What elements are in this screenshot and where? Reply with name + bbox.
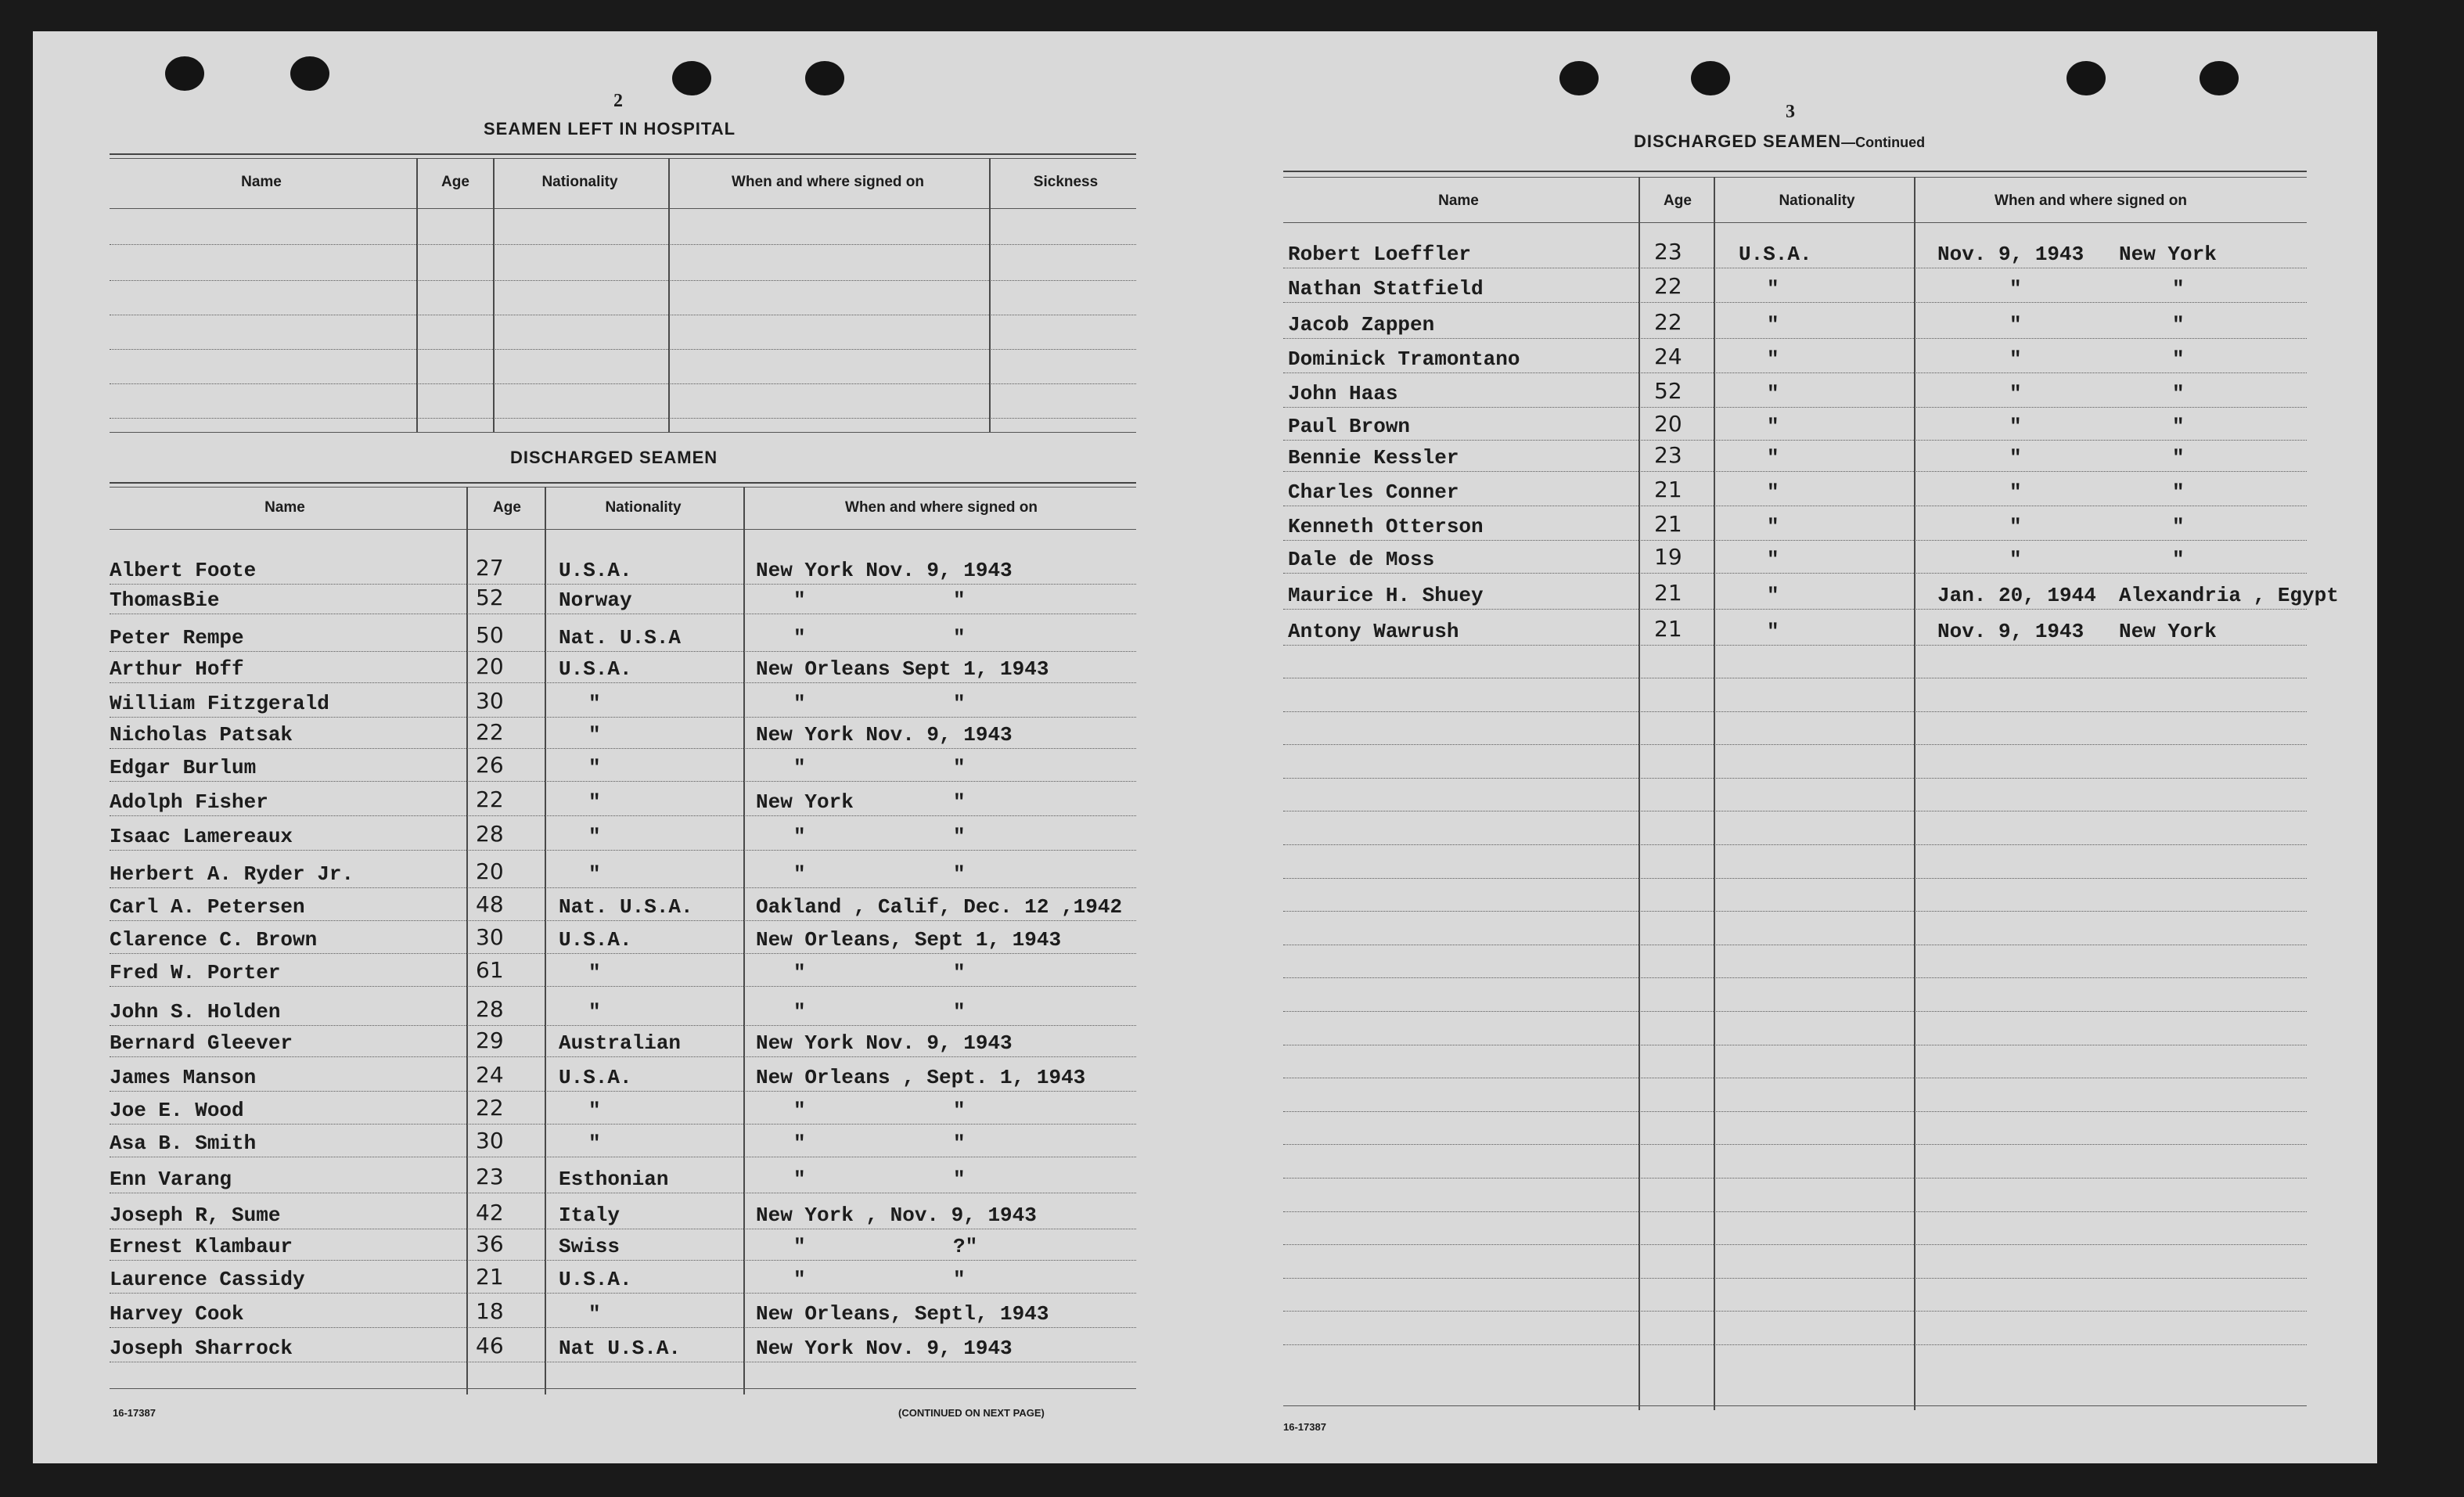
hospital-column-header: Name: [241, 174, 282, 190]
table-top-rule: [110, 482, 1136, 484]
entry-row-line: [110, 1025, 1136, 1026]
punch-hole: [805, 61, 844, 95]
signed-on-when: ": [2009, 515, 2022, 538]
seaman-name: Clarence C. Brown: [110, 928, 318, 952]
signed-on-where: New York: [2119, 620, 2217, 643]
seaman-name: Charles Conner: [1288, 480, 1459, 504]
signed-on-when: Nov. 9, 1943: [1937, 620, 2085, 643]
seaman-name: Paul Brown: [1288, 415, 1411, 438]
entry-row-line: [110, 1327, 1136, 1328]
blank-entry-row: [1283, 1178, 2307, 1179]
signed-on-where: ": [953, 1132, 966, 1155]
blank-entry-row: [110, 244, 1136, 245]
blank-entry-row: [1283, 778, 2307, 779]
discharged-column-header: Name: [1438, 193, 1479, 209]
blank-entry-row: [110, 418, 1136, 419]
signed-on-when: ": [793, 1099, 806, 1122]
seaman-age: 20: [1654, 411, 1682, 437]
signed-on-when: ": [793, 588, 806, 612]
continued-note: (CONTINUED ON NEXT PAGE): [898, 1407, 1045, 1419]
seaman-nationality: ": [588, 1099, 601, 1122]
header-rule: [110, 208, 1136, 209]
seaman-name: John S. Holden: [110, 1000, 281, 1024]
seaman-name: Carl A. Petersen: [110, 895, 305, 919]
signed-on-where: ": [953, 1000, 966, 1024]
blank-entry-row: [1283, 1211, 2307, 1212]
seaman-nationality: ": [588, 692, 601, 715]
signed-on-where: ": [953, 825, 966, 848]
signed-on-when: ": [2009, 277, 2022, 300]
seaman-name: Isaac Lamereaux: [110, 825, 293, 848]
entry-row-line: [110, 1091, 1136, 1092]
form-number: 16-17387: [1283, 1421, 1326, 1433]
column-divider: [466, 487, 468, 1394]
ledger-sheet: [33, 31, 2377, 1463]
seaman-nationality: ": [1767, 382, 1779, 405]
seaman-age: 28: [476, 996, 504, 1022]
entry-row-line: [110, 584, 1136, 585]
entry-row-line: [1283, 407, 2307, 408]
hospital-column-header: Nationality: [541, 174, 618, 190]
table-bottom-rule: [110, 432, 1136, 433]
seaman-age: 20: [476, 858, 504, 884]
entry-row-line: [1283, 440, 2307, 441]
signed-on-when: New Orleans , Sept. 1, 1943: [756, 1066, 1086, 1089]
seaman-nationality: U.S.A.: [559, 657, 632, 681]
seaman-name: Edgar Burlum: [110, 756, 257, 779]
discharged-column-header: Nationality: [605, 499, 682, 516]
signed-on-where: ": [2172, 548, 2185, 571]
table-top-rule: [1283, 171, 2307, 172]
seaman-age: 22: [476, 786, 504, 812]
seaman-age: 28: [476, 821, 504, 847]
blank-entry-row: [110, 383, 1136, 384]
seaman-name: Arthur Hoff: [110, 657, 244, 681]
seaman-nationality: Esthonian: [559, 1168, 669, 1191]
signed-on-where: ": [953, 790, 966, 814]
seaman-name: Albert Foote: [110, 559, 257, 582]
signed-on-when: ": [793, 862, 806, 886]
seaman-name: Nathan Statfield: [1288, 277, 1484, 300]
title-suffix: —Continued: [1841, 135, 1926, 150]
signed-on-when: ": [793, 1168, 806, 1191]
seaman-name: Laurence Cassidy: [110, 1268, 305, 1291]
seaman-name: Dominick Tramontano: [1288, 347, 1520, 371]
table-top-rule: [1283, 177, 2307, 178]
entry-row-line: [110, 986, 1136, 987]
signed-on-when: New York Nov. 9, 1943: [756, 723, 1013, 747]
seaman-age: 23: [1654, 239, 1682, 264]
hospital-column-header: When and where signed on: [732, 174, 924, 190]
entry-row-line: [110, 682, 1136, 683]
seaman-nationality: Nat U.S.A.: [559, 1337, 682, 1360]
seaman-nationality: ": [588, 790, 601, 814]
seaman-nationality: U.S.A.: [559, 1066, 632, 1089]
signed-on-when: ": [2009, 548, 2022, 571]
punch-hole: [1559, 61, 1599, 95]
seaman-nationality: ": [1767, 347, 1779, 371]
signed-on-when: ": [793, 692, 806, 715]
blank-entry-row: [110, 349, 1136, 350]
header-rule: [110, 529, 1136, 530]
seaman-name: Kenneth Otterson: [1288, 515, 1484, 538]
seaman-age: 30: [476, 1128, 504, 1153]
signed-on-when: Jan. 20, 1944: [1937, 584, 2096, 607]
seaman-nationality: U.S.A.: [559, 1268, 632, 1291]
signed-on-where: ": [2172, 277, 2185, 300]
blank-entry-row: [1283, 1144, 2307, 1145]
signed-on-when: ": [793, 1132, 806, 1155]
entry-row-line: [110, 748, 1136, 749]
blank-entry-row: [1283, 1244, 2307, 1245]
entry-row-line: [1283, 372, 2307, 373]
signed-on-where: ": [2172, 480, 2185, 504]
entry-row-line: [110, 651, 1136, 652]
seaman-name: James Manson: [110, 1066, 257, 1089]
seaman-name: William Fitzgerald: [110, 692, 329, 715]
seaman-age: 22: [1654, 309, 1682, 335]
seaman-age: 21: [1654, 616, 1682, 642]
blank-entry-row: [1283, 1311, 2307, 1312]
signed-on-when: ": [793, 825, 806, 848]
signed-on-where: ": [953, 1099, 966, 1122]
entry-row-line: [110, 887, 1136, 888]
seaman-name: John Haas: [1288, 382, 1398, 405]
header-rule: [1283, 222, 2307, 223]
signed-on-where: ": [2172, 347, 2185, 371]
entry-row-line: [1283, 573, 2307, 574]
seaman-age: 61: [476, 957, 504, 983]
hospital-column-header: Age: [441, 174, 469, 190]
column-divider: [1714, 177, 1715, 1410]
table-bottom-rule: [1283, 1405, 2307, 1406]
seaman-nationality: U.S.A.: [559, 559, 632, 582]
seaman-name: Bernard Gleever: [110, 1031, 293, 1055]
seaman-nationality: ": [588, 862, 601, 886]
blank-entry-row: [1283, 844, 2307, 845]
signed-on-where: New York: [2119, 243, 2217, 266]
seaman-name: Harvey Cook: [110, 1302, 244, 1326]
table-top-rule: [110, 487, 1136, 488]
table-top-rule: [110, 153, 1136, 155]
signed-on-where: ": [2172, 415, 2185, 438]
seaman-name: Jacob Zappen: [1288, 313, 1435, 336]
seaman-age: 52: [1654, 378, 1682, 404]
seaman-age: 24: [1654, 344, 1682, 369]
entry-row-line: [110, 717, 1136, 718]
seaman-age: 18: [476, 1298, 504, 1324]
seaman-age: 22: [476, 719, 504, 745]
signed-on-where: ": [2172, 382, 2185, 405]
blank-entry-row: [1283, 878, 2307, 879]
seaman-age: 23: [476, 1164, 504, 1189]
signed-on-when: Nov. 9, 1943: [1937, 243, 2085, 266]
column-divider: [668, 158, 670, 432]
discharged-continued-title: [1634, 131, 1925, 152]
signed-on-when: ": [2009, 382, 2022, 405]
seaman-age: 36: [476, 1231, 504, 1257]
seaman-name: Joe E. Wood: [110, 1099, 244, 1122]
table-bottom-rule: [110, 1388, 1136, 1389]
signed-on-where: ": [953, 756, 966, 779]
seaman-nationality: ": [1767, 415, 1779, 438]
signed-on-where: ": [2172, 446, 2185, 470]
seaman-age: 21: [476, 1264, 504, 1290]
seaman-age: 48: [476, 891, 504, 917]
seaman-age: 30: [476, 924, 504, 950]
seaman-nationality: Italy: [559, 1204, 620, 1227]
seaman-age: 21: [1654, 511, 1682, 537]
punch-hole: [2200, 61, 2239, 95]
signed-on-when: New Orleans Sept 1, 1943: [756, 657, 1049, 681]
entry-row-line: [1283, 302, 2307, 303]
discharged-column-header: Age: [1664, 193, 1692, 209]
seaman-name: Nicholas Patsak: [110, 723, 293, 747]
title-text: DISCHARGED SEAMEN: [1634, 131, 1842, 151]
seaman-name: Peter Rempe: [110, 626, 244, 650]
punch-hole: [1691, 61, 1730, 95]
signed-on-when: New York , Nov. 9, 1943: [756, 1204, 1037, 1227]
signed-on-where: ": [953, 1268, 966, 1291]
seaman-nationality: ": [1767, 446, 1779, 470]
seaman-nationality: ": [1767, 584, 1779, 607]
seaman-nationality: U.S.A.: [559, 928, 632, 952]
signed-on-where: ?": [953, 1235, 978, 1258]
signed-on-when: ": [2009, 313, 2022, 336]
seaman-age: 19: [1654, 544, 1682, 570]
seaman-age: 42: [476, 1200, 504, 1225]
signed-on-where: ": [953, 692, 966, 715]
hospital-column-header: Sickness: [1033, 174, 1099, 190]
seaman-nationality: Swiss: [559, 1235, 620, 1258]
seaman-age: 27: [476, 555, 504, 581]
entry-row-line: [110, 781, 1136, 782]
signed-on-when: ": [793, 1235, 806, 1258]
seaman-name: Fred W. Porter: [110, 961, 281, 984]
entry-row-line: [110, 815, 1136, 816]
seaman-nationality: ": [588, 1132, 601, 1155]
form-number: 16-17387: [113, 1407, 156, 1419]
blank-entry-row: [1283, 977, 2307, 978]
signed-on-where: Alexandria , Egypt: [2119, 584, 2339, 607]
column-divider: [493, 158, 495, 432]
entry-row-line: [110, 1124, 1136, 1125]
signed-on-when: ": [793, 756, 806, 779]
blank-entry-row: [1283, 1278, 2307, 1279]
discharged-column-header: Name: [264, 499, 305, 516]
seaman-nationality: U.S.A.: [1739, 243, 1812, 266]
discharged-column-header: Nationality: [1779, 193, 1855, 209]
seaman-name: Robert Loeffler: [1288, 243, 1472, 266]
seaman-age: 30: [476, 688, 504, 714]
seaman-nationality: ": [588, 1302, 601, 1326]
blank-entry-row: [1283, 744, 2307, 745]
entry-row-line: [1283, 338, 2307, 339]
table-top-rule: [110, 158, 1136, 159]
discharged-column-header: When and where signed on: [845, 499, 1038, 516]
seaman-name: Joseph Sharrock: [110, 1337, 293, 1360]
seaman-nationality: ": [588, 1000, 601, 1024]
seaman-name: Joseph R, Sume: [110, 1204, 281, 1227]
signed-on-when: New Orleans, Septl, 1943: [756, 1302, 1049, 1326]
discharged-column-header: When and where signed on: [1995, 193, 2187, 209]
seaman-name: Bennie Kessler: [1288, 446, 1459, 470]
seaman-name: Enn Varang: [110, 1168, 232, 1191]
seaman-name: Adolph Fisher: [110, 790, 268, 814]
signed-on-when: ": [2009, 446, 2022, 470]
signed-on-when: New York Nov. 9, 1943: [756, 1031, 1013, 1055]
seaman-age: 24: [476, 1062, 504, 1088]
entry-row-line: [1283, 609, 2307, 610]
blank-entry-row: [1283, 1111, 2307, 1112]
signed-on-when: New York: [756, 790, 854, 814]
seaman-age: 50: [476, 622, 504, 648]
signed-on-where: ": [2172, 313, 2185, 336]
signed-on-when: Oakland , Calif, Dec. 12 ,1942: [756, 895, 1123, 919]
punch-hole: [672, 61, 711, 95]
seaman-name: Ernest Klambaur: [110, 1235, 293, 1258]
column-divider: [545, 487, 546, 1394]
signed-on-when: New York Nov. 9, 1943: [756, 559, 1013, 582]
seaman-nationality: Nat. U.S.A: [559, 626, 682, 650]
seaman-nationality: ": [1767, 620, 1779, 643]
page-number: 3: [1786, 102, 1795, 122]
entry-row-line: [110, 953, 1136, 954]
page-number: 2: [613, 91, 623, 111]
seaman-name: Maurice H. Shuey: [1288, 584, 1484, 607]
column-divider: [1914, 177, 1915, 1410]
seaman-nationality: Norway: [559, 588, 632, 612]
seaman-nationality: ": [588, 825, 601, 848]
seaman-nationality: ": [1767, 548, 1779, 571]
column-divider: [743, 487, 745, 1394]
blank-entry-row: [1283, 1011, 2307, 1012]
seaman-nationality: ": [588, 961, 601, 984]
seaman-nationality: ": [1767, 480, 1779, 504]
seaman-name: Herbert A. Ryder Jr.: [110, 862, 354, 886]
signed-on-where: ": [953, 1168, 966, 1191]
seaman-name: ThomasBie: [110, 588, 220, 612]
seaman-nationality: ": [1767, 313, 1779, 336]
column-divider: [1638, 177, 1640, 1410]
entry-row-line: [1283, 645, 2307, 646]
seaman-age: 26: [476, 752, 504, 778]
punch-hole: [2067, 61, 2106, 95]
seaman-name: Asa B. Smith: [110, 1132, 257, 1155]
seaman-name: Dale de Moss: [1288, 548, 1435, 571]
seaman-age: 46: [476, 1333, 504, 1358]
seaman-nationality: Nat. U.S.A.: [559, 895, 693, 919]
seaman-age: 22: [1654, 273, 1682, 299]
hospital-section-title: SEAMEN LEFT IN HOSPITAL: [484, 119, 736, 139]
entry-row-line: [1283, 540, 2307, 541]
seaman-age: 21: [1654, 477, 1682, 502]
seaman-age: 21: [1654, 580, 1682, 606]
entry-row-line: [110, 1293, 1136, 1294]
column-divider: [989, 158, 991, 432]
seaman-nationality: ": [1767, 277, 1779, 300]
signed-on-when: New Orleans, Sept 1, 1943: [756, 928, 1062, 952]
seaman-age: 29: [476, 1027, 504, 1053]
seaman-name: Antony Wawrush: [1288, 620, 1459, 643]
punch-hole: [165, 56, 204, 91]
entry-row-line: [110, 850, 1136, 851]
signed-on-where: ": [953, 588, 966, 612]
seaman-age: 20: [476, 653, 504, 679]
blank-entry-row: [1283, 711, 2307, 712]
seaman-age: 23: [1654, 442, 1682, 468]
punch-hole: [290, 56, 329, 91]
blank-entry-row: [110, 280, 1136, 281]
blank-entry-row: [1283, 911, 2307, 912]
signed-on-when: ": [2009, 415, 2022, 438]
discharged-column-header: Age: [493, 499, 521, 516]
signed-on-where: ": [953, 862, 966, 886]
seaman-age: 52: [476, 585, 504, 610]
entry-row-line: [1283, 471, 2307, 472]
seaman-nationality: ": [588, 723, 601, 747]
seaman-nationality: ": [588, 756, 601, 779]
column-divider: [416, 158, 418, 432]
seaman-age: 22: [476, 1095, 504, 1121]
signed-on-when: New York Nov. 9, 1943: [756, 1337, 1013, 1360]
signed-on-when: ": [793, 626, 806, 650]
entry-row-line: [110, 920, 1136, 921]
signed-on-where: ": [953, 626, 966, 650]
entry-row-line: [110, 1056, 1136, 1057]
signed-on-when: ": [793, 1268, 806, 1291]
signed-on-where: ": [953, 961, 966, 984]
signed-on-when: ": [2009, 480, 2022, 504]
signed-on-where: ": [2172, 515, 2185, 538]
discharged-section-title: DISCHARGED SEAMEN: [510, 448, 718, 467]
signed-on-when: ": [793, 961, 806, 984]
seaman-nationality: Australian: [559, 1031, 682, 1055]
signed-on-when: ": [2009, 347, 2022, 371]
entry-row-line: [110, 1260, 1136, 1261]
blank-entry-row: [1283, 1344, 2307, 1345]
seaman-nationality: ": [1767, 515, 1779, 538]
signed-on-when: ": [793, 1000, 806, 1024]
